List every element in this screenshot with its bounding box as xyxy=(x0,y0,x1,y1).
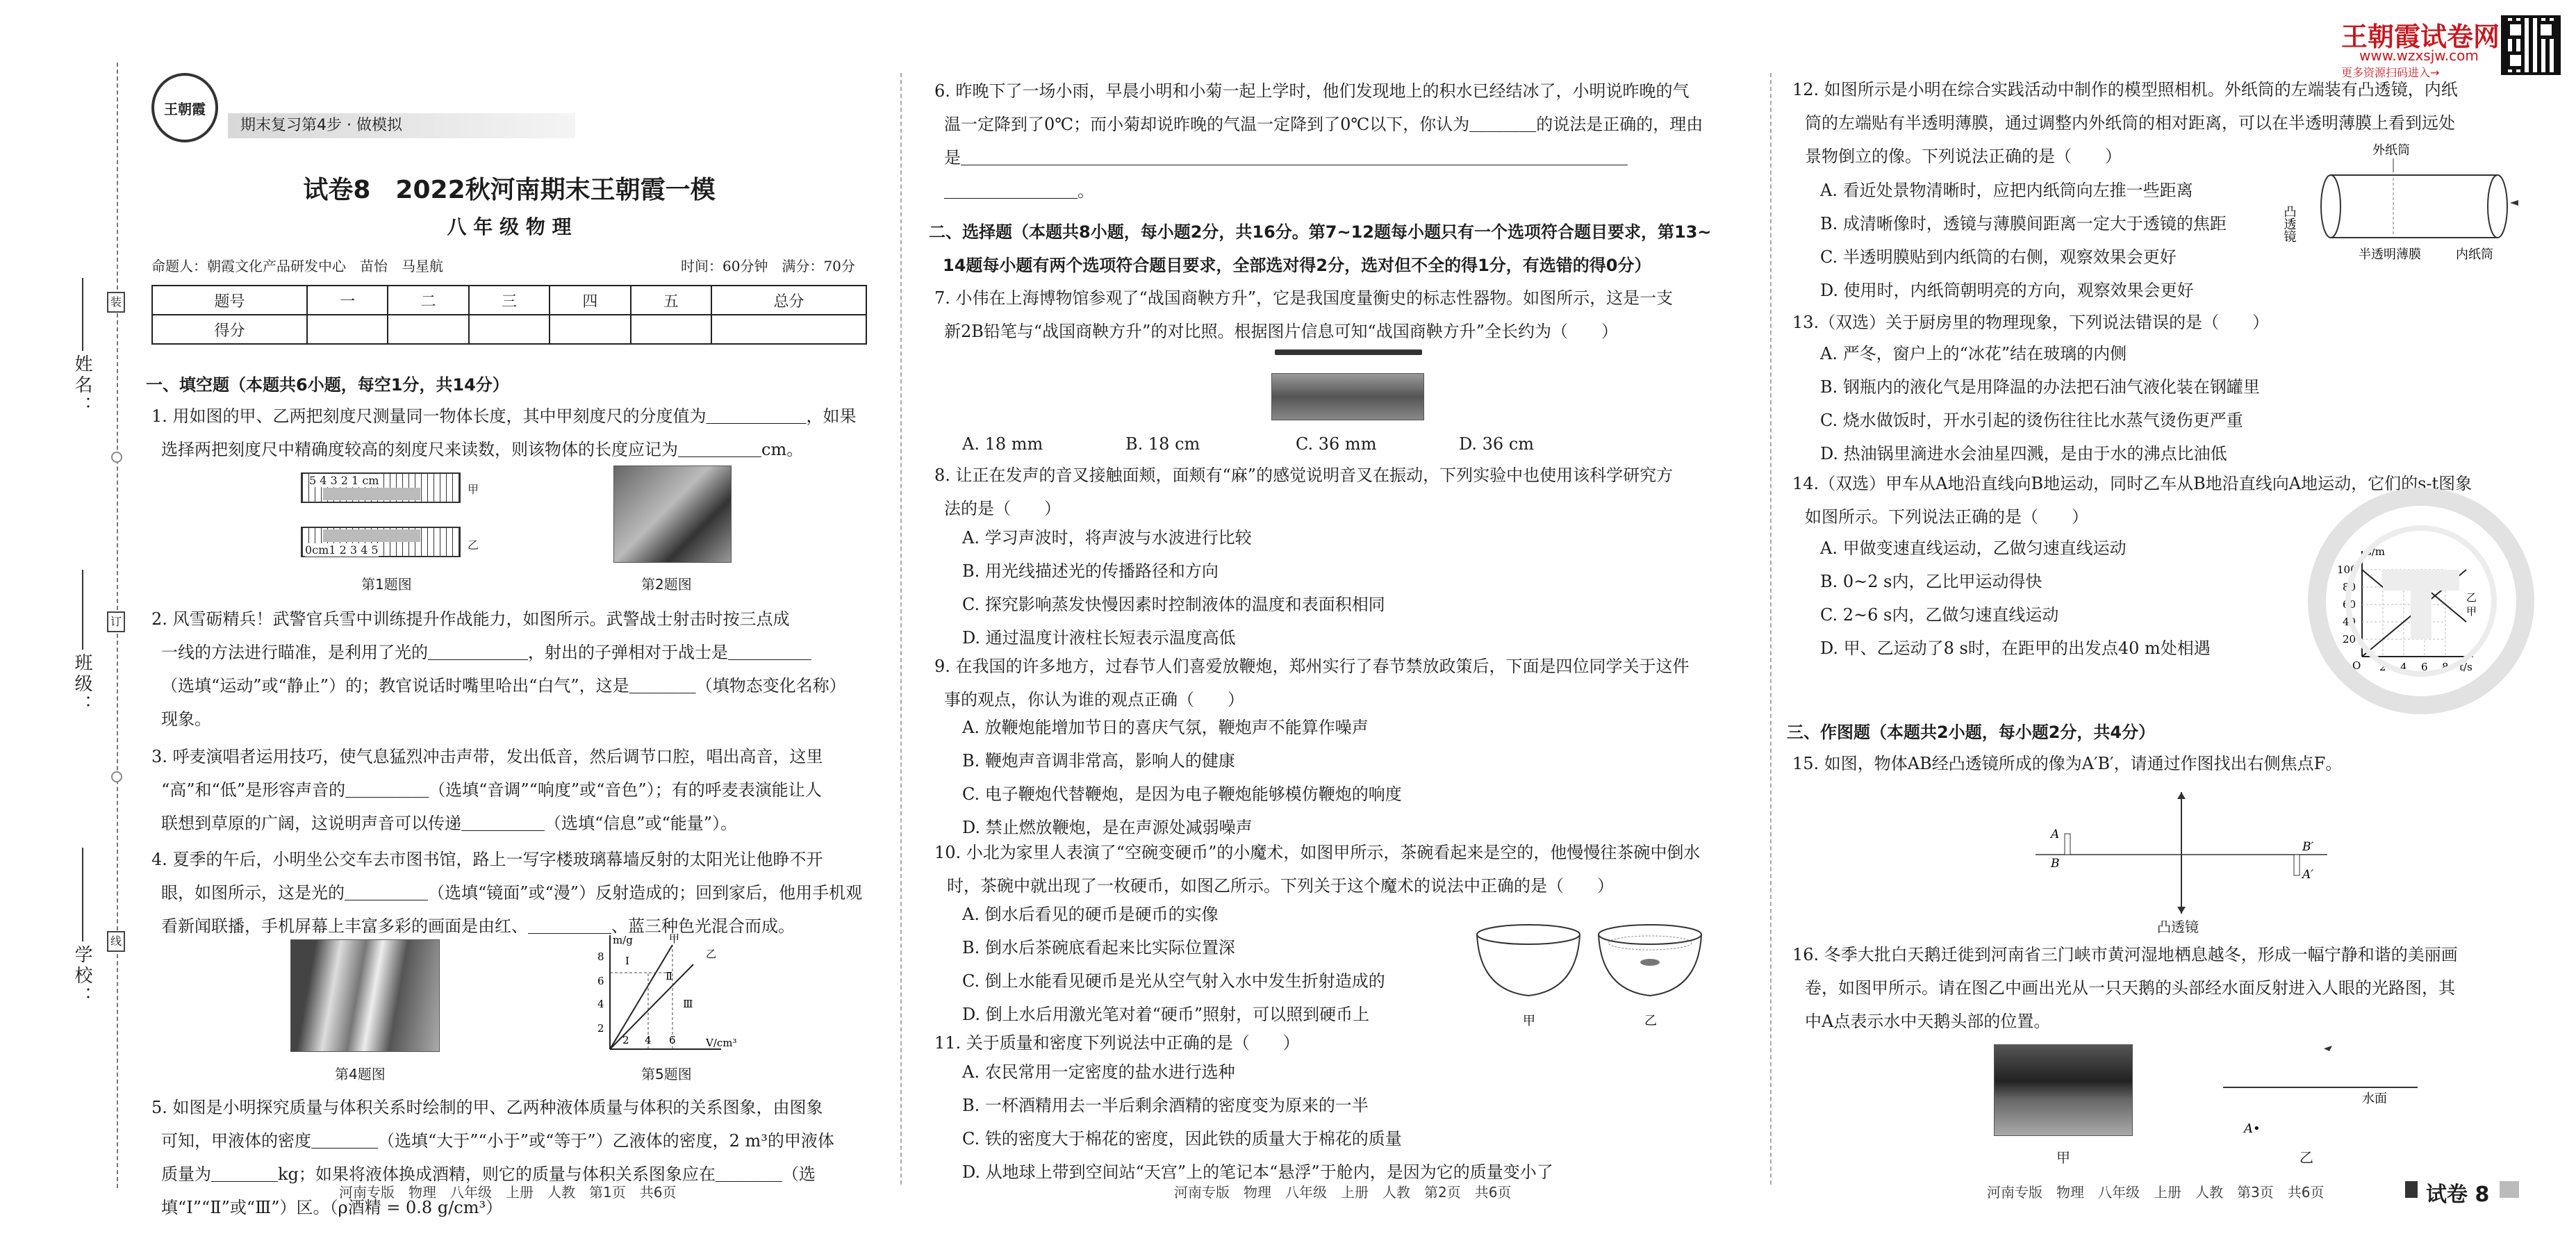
q12-camera-figure xyxy=(2281,139,2543,271)
figure-1-rulers xyxy=(301,472,479,566)
q12-fig-lens: 凸透镜 xyxy=(2281,205,2297,242)
q10-option[interactable]: D. 倒上水后用激光笔对着“硬币”照射，可以照到硬币上 xyxy=(962,1005,1370,1024)
question-line: 8. 让正在发声的音叉接触面颊，面颊有“麻”的感觉说明音叉在振动，下列实验中也使用该科学研究方 xyxy=(934,466,1674,485)
step-banner-text: 期末复习第4步 · 做模拟 xyxy=(240,117,402,134)
fig5-region: Ⅲ xyxy=(683,998,693,1010)
q14-ytick: 60 xyxy=(2343,598,2356,611)
score-table-header-cell: 二 xyxy=(388,286,468,315)
score-cell[interactable] xyxy=(631,315,711,344)
section-1-heading: 一、填空题（本题共6小题，每空1分，共14分） xyxy=(146,375,509,395)
question-8 xyxy=(934,459,1673,525)
question-line: “高”和“低”是形容声音的＿＿＿＿＿（选填“音调”“响度”或“音色”）；有的呼麦表演能让人 xyxy=(161,780,822,800)
q14-option[interactable]: D. 甲、乙运动了8 s时，在距甲的出发点40 m处相遇 xyxy=(1820,639,2211,658)
ruler-yi-ticks: 0cm1 2 3 4 5 xyxy=(305,543,379,557)
q13-option[interactable]: C. 烧水做饭时，开水引起的烫伤往往比水蒸气烫伤更严重 xyxy=(1820,411,2243,430)
ruler-yi xyxy=(301,527,461,557)
page-3-footer: 河南专版 物理 八年级 上册 人教 第3页 共6页 xyxy=(1987,1184,2325,1201)
paper-title: 试卷8 2022秋河南期末王朝霞一模 xyxy=(303,176,716,204)
score-table-header-cell: 总分 xyxy=(711,286,866,315)
q10-bowls-figure xyxy=(1473,914,1709,1032)
question-line: 法的是（ ） xyxy=(944,499,1061,518)
question-line: 卷，如图甲所示。请在图乙中画出光从一只天鹅的头部经水面反射进入人眼的光路图，其 xyxy=(1805,978,2455,998)
question-line: 2. 风雪砺精兵！武警官兵雪中训练提升作战能力，如图所示。武警战士射击时按三点成 xyxy=(151,609,790,629)
q14-option[interactable]: C. 2~6 s内，乙做匀速直线运动 xyxy=(1820,605,2059,625)
cut-mark-3: 线 xyxy=(107,931,125,952)
score-cell[interactable] xyxy=(550,315,630,344)
q10-option[interactable]: C. 倒上水能看见硬币是光从空气射入水中发生折射造成的 xyxy=(962,971,1385,991)
question-line: 11. 关于质量和密度下列说法中正确的是（ ） xyxy=(934,1033,1300,1053)
q11-options xyxy=(962,1055,1553,1189)
q16-fig-label-jia: 甲 xyxy=(2056,1149,2070,1166)
q12-option[interactable]: C. 半透明膜贴到内纸筒的右侧，观察效果会更好 xyxy=(1820,247,2177,267)
fig5-ytick: 2 xyxy=(597,1022,604,1035)
paper-tag: 试卷 8 xyxy=(2426,1183,2490,1207)
score-cell[interactable] xyxy=(711,315,866,344)
question-line: 7. 小伟在上海博物馆参观了“战国商鞅方升”，它是我国度量衡史的标志性器物。如图所示，这是一支 xyxy=(934,288,1674,308)
fig5-region: Ⅰ xyxy=(625,955,629,967)
q16-reflection-figure xyxy=(2209,1039,2418,1143)
question-line: 质量为＿＿＿＿kg；如果将液体换成酒精，则它的质量与体积关系图象应在＿＿＿＿（选 xyxy=(161,1164,816,1184)
question-line: 填“Ⅰ”“Ⅱ”或“Ⅲ”）区。（ρ酒精 = 0.8 g/cm³） xyxy=(161,1198,503,1217)
q7-fangsheng-photo xyxy=(1271,373,1424,420)
figure-5-caption: 第5题图 xyxy=(641,1066,692,1083)
question-line: 4. 夏季的午后，小明坐公交车去市图书馆，路上一写字楼玻璃幕墙反射的太阳光让他睁不开 xyxy=(151,850,823,869)
q7-option[interactable]: C. 36 mm xyxy=(1296,434,1377,454)
question-line: 景物倒立的像。下列说法正确的是（ ） xyxy=(1805,147,2122,166)
q14-ylabel: s/m xyxy=(2366,545,2385,558)
q13-option[interactable]: B. 钢瓶内的液化气是用降温的办法把石油气液化装在钢罐里 xyxy=(1820,377,2260,397)
q13-options xyxy=(1820,337,2260,470)
question-4 xyxy=(151,843,862,943)
section-2-heading xyxy=(929,215,1712,282)
question-15 xyxy=(1792,747,2342,780)
question-line: 中A点表示水中天鹅头部的位置。 xyxy=(1805,1012,2051,1031)
score-table-row-label: 得分 xyxy=(152,315,307,344)
score-table-header-cell: 四 xyxy=(550,286,630,315)
q16-water-label: 水面 xyxy=(2362,1092,2387,1106)
question-5 xyxy=(151,1091,834,1224)
page-1-footer: 河南专版 物理 八年级 上册 人教 第1页 共6页 xyxy=(339,1184,677,1201)
class-blank xyxy=(82,570,83,650)
question-line: 14.（双选）甲车从A地沿直线向B地运动，同时乙车从B地沿直线向A地运动，它们的s-t图象 xyxy=(1792,474,2472,493)
q15-lens-label: 凸透镜 xyxy=(2157,919,2199,935)
fig5-ytick: 8 xyxy=(597,950,604,963)
ruler-jia-ticks: 5 4 3 2 1 cm xyxy=(309,474,379,487)
question-line: ＿＿＿＿＿＿＿＿。 xyxy=(944,181,1094,201)
question-line: 是＿＿＿＿＿＿＿＿＿＿＿＿＿＿＿＿＿＿＿＿＿＿＿＿＿＿＿＿＿＿＿＿＿＿＿＿＿＿＿＿ xyxy=(944,148,1628,167)
question-line: 新2B铅笔与“战国商鞅方升”的对比照。根据图片信息可知“战国商鞅方升”全长约为（ ） xyxy=(944,322,1618,341)
score-cell[interactable] xyxy=(469,315,550,344)
q9-option[interactable]: D. 禁止燃放鞭炮，是在声源处减弱噪声 xyxy=(962,818,1253,837)
ruler-yi-label: 乙 xyxy=(468,538,479,552)
q11-option[interactable]: C. 铁的密度大于棉花的密度，因此铁的质量大于棉花的质量 xyxy=(962,1129,1402,1149)
q8-option[interactable]: A. 学习声波时，将声波与水波进行比较 xyxy=(962,528,1252,548)
q7-option[interactable]: A. 18 mm xyxy=(962,434,1043,454)
score-table-header-row xyxy=(152,286,866,315)
question-line: 筒的左端贴有半透明薄膜，通过调整内外纸筒的相对距离，可以在半透明薄膜上看到远处 xyxy=(1805,113,2455,133)
brand-badge-text: 王朝霞 xyxy=(164,101,206,117)
question-line: 16. 冬季大批白天鹅迁徙到河南省三门峡市黄河湿地栖息越冬，形成一幅宁静和谐的美丽画 xyxy=(1792,945,2458,964)
q9-options xyxy=(962,711,1402,844)
q15-lens-figure xyxy=(2036,785,2327,924)
ruler-jia-label: 甲 xyxy=(468,483,479,496)
brand-site-note: 更多资源扫码进入→ xyxy=(2341,66,2440,79)
authors-line: 命题人：朝霞文化产品研发中心 苗怡 马星航 xyxy=(151,258,443,274)
q14-option[interactable]: A. 甲做变速直线运动，乙做匀速直线运动 xyxy=(1820,538,2127,558)
question-line: （选填“运动”或“静止”）的；教官说话时嘴里哈出“白气”，这是＿＿＿＿（填物态变化名称） xyxy=(161,676,846,695)
q16-point-A: A• xyxy=(2244,1121,2261,1136)
q10-fig-label-yi: 乙 xyxy=(1644,1014,1657,1028)
score-table-header-cell: 五 xyxy=(631,286,711,315)
q12-option[interactable]: D. 使用时，内纸筒朝明亮的方向，观察效果会更好 xyxy=(1820,281,2194,300)
figure-2-caption: 第2题图 xyxy=(641,576,692,593)
question-line: 事的观点，你认为谁的观点正确（ ） xyxy=(944,690,1244,709)
question-line: 看新闻联播，手机屏幕上丰富多彩的画面是由红、＿＿＿＿＿、蓝三种色光混合而成。 xyxy=(161,916,795,936)
q12-option[interactable]: B. 成清晰像时，透镜与薄膜间距离一定大于透镜的焦距 xyxy=(1820,214,2227,233)
q9-option[interactable]: B. 鞭炮声音调非常高，影响人的健康 xyxy=(962,751,1235,771)
question-line: 15. 如图，物体AB经凸透镜所成的像为A′B′，请通过作图找出右侧焦点F。 xyxy=(1792,754,2343,773)
score-table xyxy=(151,285,867,345)
fig5-ytick: 4 xyxy=(597,998,604,1010)
q11-option[interactable]: D. 从地球上带到空间站“天宫”上的笔记本“悬浮”于舱内，是因为它的质量变小了 xyxy=(962,1162,1553,1182)
figure-2-photo xyxy=(613,466,732,563)
question-7 xyxy=(934,281,1673,348)
question-line: 3. 呼麦演唱者运用技巧，使气息猛烈冲击声带，发出低音，然后调节口腔，唱出高音，这里 xyxy=(151,747,823,766)
q14-xtick: 2 xyxy=(2379,661,2386,673)
fig5-label-yi: 乙 xyxy=(706,948,717,960)
question-line: 一线的方法进行瞄准，是利用了光的＿＿＿＿＿＿，射出的子弹相对于战士是＿＿＿＿＿ xyxy=(161,643,811,662)
q15-label-A: A xyxy=(2051,828,2060,841)
question-line: 选择两把刻度尺中精确度较高的刻度尺来读数，则该物体的长度应记为＿＿＿＿＿cm。 xyxy=(161,440,804,459)
column-divider-1 xyxy=(900,73,902,1185)
q14-xtick: 6 xyxy=(2421,661,2428,673)
paper-tag-bar xyxy=(2500,1181,2519,1198)
q14-label-yi: 乙 xyxy=(2466,591,2477,604)
fig5-xtick: 6 xyxy=(669,1034,676,1046)
section-2-line: 14题每小题有两个选项符合题目要求，全部选对得2分，选对但不全的得1分，有选错的得0分） xyxy=(943,256,1651,275)
question-line: 时，茶碗中就出现了一枚硬币，如图乙所示。下列关于这个魔术的说法中正确的是（ ） xyxy=(947,876,1614,896)
question-13 xyxy=(1792,306,2269,339)
q16-fig-label-yi: 乙 xyxy=(2300,1149,2313,1166)
q11-option[interactable]: B. 一杯酒精用去一半后剩余酒精的密度变为原来的一半 xyxy=(962,1096,1369,1115)
question-line: 温一定降到了0℃；而小菊却说昨晚的气温一定降到了0℃以下，你认为＿＿＿＿的说法是正确的，理由 xyxy=(944,115,1703,134)
name-label: 姓名： xyxy=(72,354,92,417)
q14-ytick: 40 xyxy=(2343,616,2356,628)
fig5-label-jia: 甲 xyxy=(669,932,680,945)
figure-4-photo xyxy=(290,939,440,1052)
score-table-header-cell: 题号 xyxy=(152,286,307,315)
school-label: 学校： xyxy=(72,945,92,1007)
question-line: 6. 昨晚下了一场小雨，早晨小明和小菊一起上学时，他们发现地上的积水已经结冰了，小明说昨晚的气 xyxy=(934,81,1690,101)
question-3 xyxy=(151,740,823,840)
time-score-line: 时间：60分钟 满分：70分 xyxy=(681,258,855,274)
q14-ytick: 20 xyxy=(2343,633,2356,645)
question-line: 联想到草原的广阔，这说明声音可以传递＿＿＿＿＿（选填“信息”或“能量”）。 xyxy=(161,814,738,833)
fig5-line-jia xyxy=(610,945,672,1049)
figure-4-caption: 第4题图 xyxy=(335,1066,386,1083)
paper-subtitle: 八 年 级 物 理 xyxy=(447,215,572,238)
q14-ytick: 100 xyxy=(2337,563,2357,576)
fig5-ytick: 6 xyxy=(597,975,604,987)
score-cell[interactable] xyxy=(307,315,388,344)
q14-option[interactable]: B. 0~2 s内，乙比甲运动得快 xyxy=(1820,572,2042,591)
brand-site-name: 王朝霞试卷网 xyxy=(2341,22,2500,52)
paper-tag-marker xyxy=(2405,1181,2418,1198)
score-cell[interactable] xyxy=(388,315,468,344)
q14-label-jia: 甲 xyxy=(2466,605,2477,618)
q14-origin: O xyxy=(2352,659,2361,672)
q14-xlabel: t/s xyxy=(2459,661,2472,673)
q13-option[interactable]: A. 严冬，窗户上的“冰花”结在玻璃的内侧 xyxy=(1820,344,2127,363)
q12-options xyxy=(1820,174,2227,307)
q9-option[interactable]: A. 放鞭炮能增加节日的喜庆气氛，鞭炮声不能算作噪声 xyxy=(962,718,1369,737)
q8-options xyxy=(962,521,1385,655)
hole-1 xyxy=(111,452,122,463)
q8-option[interactable]: B. 用光线描述光的传播路径和方向 xyxy=(962,561,1219,581)
q14-options xyxy=(1820,532,2211,665)
question-16 xyxy=(1792,938,2458,1038)
qr-code-icon[interactable] xyxy=(2501,15,2561,75)
score-table-header-cell: 一 xyxy=(307,286,388,315)
question-line: 9. 在我国的许多地方，过春节人们喜爱放鞭炮，郑州实行了春节禁放政策后，下面是四位同学关于这件 xyxy=(934,657,1690,676)
figure-1-caption: 第1题图 xyxy=(361,576,412,593)
brand-badge xyxy=(151,73,218,142)
q15-label-B1: B′ xyxy=(2302,840,2314,854)
q10-option[interactable]: B. 倒水后茶碗底看起来比实际位置深 xyxy=(962,938,1235,957)
q12-fig-outer: 外纸筒 xyxy=(2372,143,2410,158)
question-11 xyxy=(934,1026,1300,1060)
q14-xtick: 4 xyxy=(2400,661,2407,673)
column-divider-2 xyxy=(1770,73,1772,1185)
score-table-row xyxy=(152,315,866,344)
q10-fig-label-jia: 甲 xyxy=(1523,1014,1535,1028)
class-label: 班级： xyxy=(72,653,92,716)
question-6 xyxy=(934,74,1703,208)
question-line: 10. 小北为家里人表演了“空碗变硬币”的小魔术，如图甲所示，茶碗看起来是空的，他慢慢往茶碗中倒水 xyxy=(934,843,1701,862)
q15-label-B: B xyxy=(2051,857,2060,871)
fig5-ylabel: m/g xyxy=(613,934,633,946)
section-2-line: 二、选择题（本题共8小题，每小题2分，共16分。第7~12题每小题只有一个选项符合题目要求，第13~ xyxy=(929,222,1712,242)
section-3-heading: 三、作图题（本题共2小题，每小题2分，共4分） xyxy=(1787,723,2156,742)
question-line: 5. 如图是小明探究质量与体积关系时绘制的甲、乙两种液体质量与体积的关系图象，由图象 xyxy=(151,1098,823,1117)
watermark-seal-icon xyxy=(2306,486,2536,716)
question-10 xyxy=(934,836,1700,903)
question-line: 如图所示。下列说法正确的是（ ） xyxy=(1805,507,2088,527)
question-9 xyxy=(934,650,1690,716)
question-2 xyxy=(151,602,846,736)
q7-option[interactable]: D. 36 cm xyxy=(1459,434,1535,454)
q12-option[interactable]: A. 看近处景物清晰时，应把内纸筒向左推一些距离 xyxy=(1820,181,2193,200)
q10-options xyxy=(962,898,1385,1031)
q12-fig-inner: 内纸筒 xyxy=(2456,247,2493,262)
ruler-jia xyxy=(301,472,461,503)
q8-option[interactable]: C. 探究影响蒸发快慢因素时控制液体的温度和表面积相同 xyxy=(962,595,1385,614)
school-blank xyxy=(82,848,83,941)
fig5-region: Ⅱ xyxy=(666,970,673,982)
question-line: 眼，如图所示，这是光的＿＿＿＿＿（选填“镜面”或“漫”）反射造成的；回到家后，他用手机观 xyxy=(161,883,863,903)
q14-ytick: 80 xyxy=(2343,581,2356,593)
question-1 xyxy=(151,400,857,466)
q12-fig-film: 半透明薄膜 xyxy=(2359,247,2421,262)
fig5-xlabel: V/cm³ xyxy=(706,1037,737,1049)
q7-option[interactable]: B. 18 cm xyxy=(1125,434,1200,454)
hole-2 xyxy=(111,771,122,782)
page-2-footer: 河南专版 物理 八年级 上册 人教 第2页 共6页 xyxy=(1174,1184,1512,1201)
cut-mark-1: 装 xyxy=(107,292,125,313)
q16-swan-photo xyxy=(1994,1044,2133,1136)
q10-option[interactable]: A. 倒水后看见的硬币是硬币的实像 xyxy=(962,905,1219,924)
question-line: 可知，甲液体的密度＿＿＿＿（选填“大于”“小于”或“等于”）乙液体的密度，2 m³的甲液体 xyxy=(161,1131,834,1151)
figure-5-graph xyxy=(582,931,749,1056)
fig5-xtick: 2 xyxy=(622,1034,629,1046)
step-banner xyxy=(228,113,575,138)
q11-option[interactable]: A. 农民常用一定密度的盐水进行选种 xyxy=(962,1062,1235,1082)
question-line: 1. 用如图的甲、乙两把刻度尺测量同一物体长度，其中甲刻度尺的分度值为＿＿＿＿＿＿，如果 xyxy=(151,406,857,426)
q14-xtick: 8 xyxy=(2442,661,2449,673)
question-line: 13.（双选）关于厨房里的物理现象，下列说法错误的是（ ） xyxy=(1792,313,2270,332)
cut-mark-2: 订 xyxy=(107,611,125,632)
question-line: 现象。 xyxy=(161,709,211,729)
q7-pencil xyxy=(1275,349,1422,355)
score-table-header-cell: 三 xyxy=(469,286,550,315)
q8-option[interactable]: D. 通过温度计液柱长短表示温度高低 xyxy=(962,628,1236,648)
q13-option[interactable]: D. 热油锅里滴进水会油星四溅，是由于水的沸点比油低 xyxy=(1820,444,2227,463)
fig5-xtick: 4 xyxy=(645,1034,652,1046)
question-line: 12. 如图所示是小明在综合实践活动中制作的模型照相机。外纸筒的左端装有凸透镜，内纸 xyxy=(1792,80,2458,99)
q15-label-A1: A′ xyxy=(2302,868,2314,882)
brand-site-url[interactable]: www.wzxsjw.com xyxy=(2359,47,2479,64)
q9-option[interactable]: C. 电子鞭炮代替鞭炮，是因为电子鞭炮能够模仿鞭炮的响度 xyxy=(962,784,1402,804)
name-blank xyxy=(82,278,83,351)
